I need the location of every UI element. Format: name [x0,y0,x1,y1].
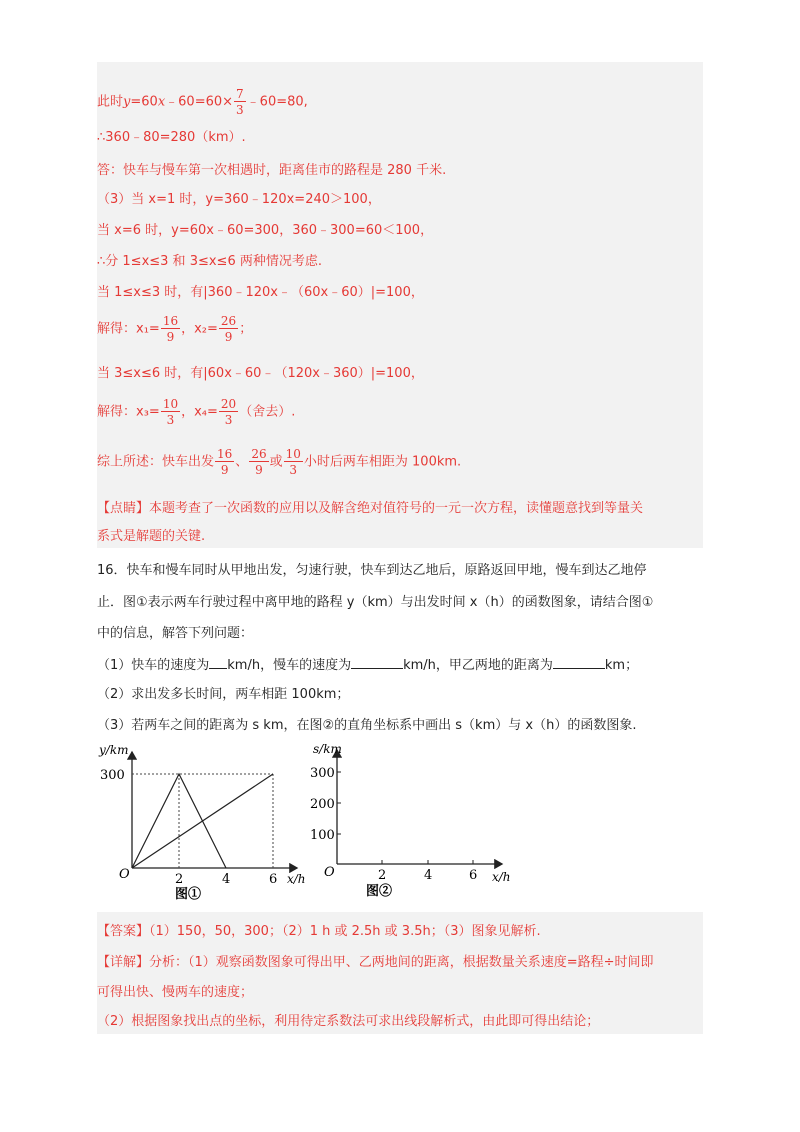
solution-line-4: （3）当 x=1 时，y=360﹣120x=240＞100， [97,192,381,207]
y-axis-label: s/km [313,744,342,756]
origin-label: O [324,865,335,880]
question-2: （2）求出发多长时间，两车相距 100km； [97,687,350,702]
fraction: $\frac{7}{3}$ [236,87,244,117]
problem-line-1: 16．快车和慢车同时从甲地出发，匀速行驶，快车到达乙地后，原路返回甲地，慢车到达乙地停 [97,563,647,578]
y-axis-label: y/km [99,744,129,757]
x-axis-label: x/h [492,870,511,884]
origin-label: O [119,867,130,882]
solution-line-6: ∴分 1≤x≤3 和 3≤x≤6 两种情况考虑. [97,254,322,269]
fraction: $\frac{10}{3}$ [162,397,179,427]
x-tick-4: 4 [222,872,231,887]
figure-1 [97,744,307,902]
solution-line-1: 此时y=60x﹣60=60× $\frac{7}{3}$ ﹣60=80, [97,87,308,117]
fraction: $\frac{26}{9}$ [251,447,267,477]
solution-line-7: 当 1≤x≤3 时，有|360﹣120x﹣（60x﹣60）|=100， [97,285,424,300]
x-tick-4: 4 [424,868,433,883]
key-point-line-2: 系式是解题的关键. [97,529,206,544]
y-tick-100: 100 [310,828,335,843]
question-3: （3）若两车之间的距离为 s km，在图②的直角坐标系中画出 s（km）与 x（h）的函数图象. [97,718,637,733]
x-tick-2: 2 [175,872,184,887]
x-tick-2: 2 [378,868,387,883]
solution-line-11: 综上所述：快车出发 $\frac{16}{9}$ 、 $\frac{26}{9}$ 或 $\frac{10}{3}$ 小时后两车相距为 100km. [97,447,462,477]
fraction: $\frac{26}{9}$ [220,314,237,344]
fraction: $\frac{16}{9}$ [217,447,233,477]
y-tick-300: 300 [310,766,335,781]
question-1: （1）快车的速度为 km/h，慢车的速度为 km/h，甲乙两地的距离为 km； [97,655,638,676]
detail-line-1: 【详解】分析：（1）观察函数图象可得出甲、乙两地间的距离，根据数量关系速度=路程÷时间即 [97,955,654,970]
fraction: $\frac{10}{3}$ [285,447,301,477]
x-tick-6: 6 [269,872,278,887]
figure-1-caption: 图① [175,887,202,902]
solution-line-3: 答：快车与慢车第一次相遇时，距离佳市的路程是 280 千米. [97,163,447,178]
solution-line-5: 当 x=6 时，y=60x﹣60=300，360﹣300=60＜100， [97,223,434,238]
key-point-line-1: 【点睛】本题考查了一次函数的应用以及解含绝对值符号的一元一次方程，读懂题意找到等量关 [97,501,644,516]
figure-2 [308,744,518,902]
x-tick-6: 6 [469,868,478,883]
fast-car-line [132,774,226,868]
fraction: $\frac{16}{9}$ [162,314,179,344]
slow-car-line [132,774,273,868]
y-tick-300: 300 [100,768,125,783]
problem-line-2: 止．图①表示两车行驶过程中离甲地的路程 y（km）与出发时间 x（h）的函数图象，请结合图① [97,595,654,610]
solution-line-9: 当 3≤x≤6 时，有|60x﹣60﹣（120x﹣360）|=100， [97,366,424,381]
problem-line-3: 中的信息，解答下列问题： [97,626,254,641]
solution-line-10: 解得：x₃= $\frac{10}{3}$ ，x₄= $\frac{20}{3}$ （舍去）. [97,397,296,427]
answer-line: 【答案】（1）150，50，300；（2）1 h 或 2.5h 或 3.5h；（3）图象见解析. [97,924,541,939]
fraction: $\frac{20}{3}$ [220,397,237,427]
detail-line-3: （2）根据图象找出点的坐标，利用待定系数法可求出线段解析式，由此即可得出结论； [97,1014,600,1029]
x-axis-label: x/h [287,872,306,886]
y-tick-200: 200 [310,797,335,812]
detail-line-2: 可得出快、慢两车的速度； [97,985,254,1000]
figure-2-caption: 图② [366,884,393,899]
solution-line-8: 解得：x₁= $\frac{16}{9}$ ，x₂= $\frac{26}{9}$ ； [97,314,253,344]
solution-line-2: ∴360﹣80=280（km）. [97,130,246,145]
